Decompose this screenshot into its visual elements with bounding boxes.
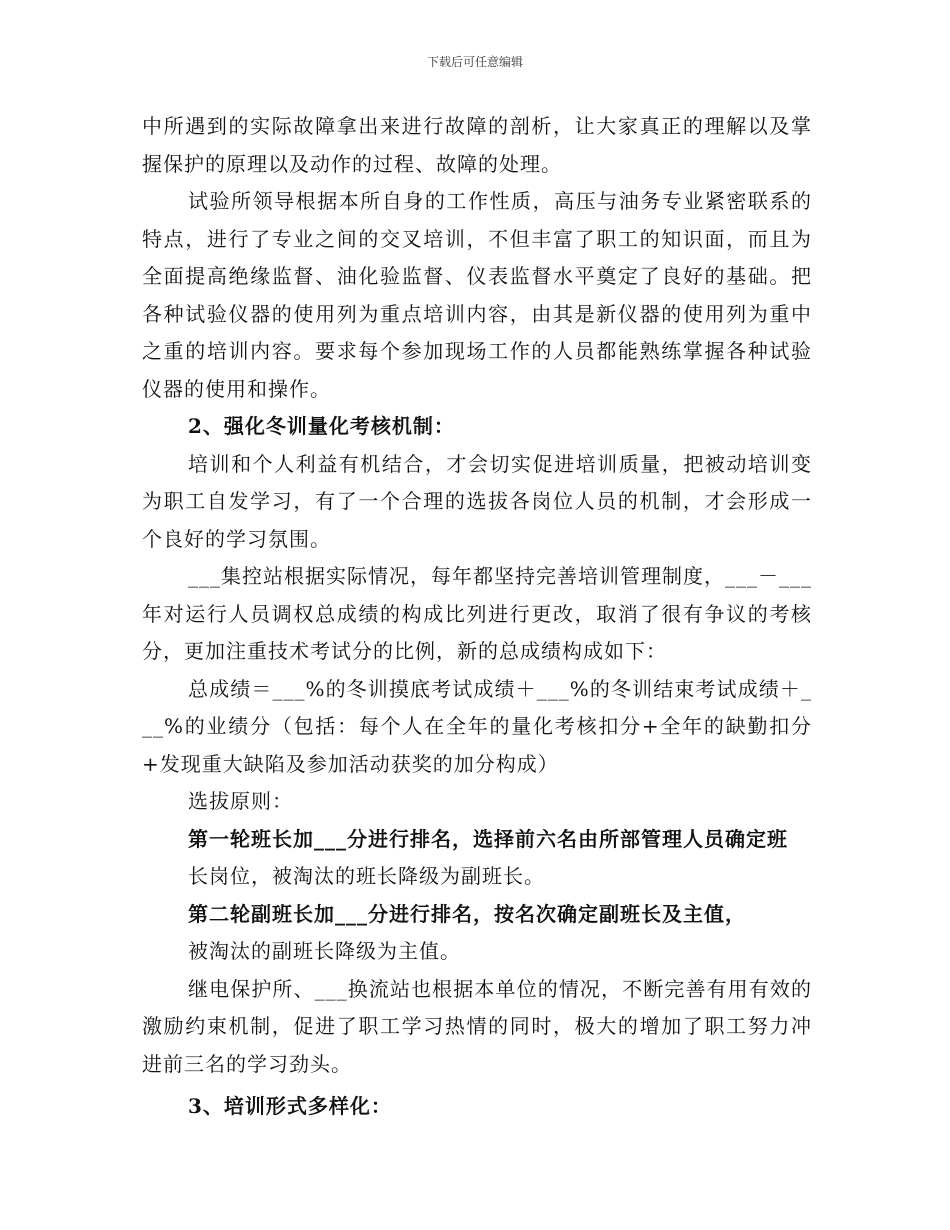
paragraph-score-formula: 总成绩＝___%的冬训摸底考试成绩＋___%的冬训结束考试成绩＋___%的业绩分（包括：每个人在全年的量化考核扣分+全年的缺勤扣分+发现重大缺陷及参加活动获奖的加分构成） (142, 676, 812, 776)
section-heading-3: 3、培训形式多样化： (188, 1094, 392, 1118)
paragraph-selection-principle: 选拔原则： (188, 789, 293, 813)
document-body (142, 108, 812, 1126)
paragraph-relay-protection: 继电保护所、___换流站也根据本单位的情况，不断完善有用有效的激励约束机制，促进了职工学习热情的同时，极大的增加了职工努力冲进前三名的学习劲头。 (142, 976, 812, 1076)
rule-round-two: 第二轮副班长加___分进行排名，按名次确定副班长及主值， (188, 901, 746, 926)
paragraph-incentive: 培训和个人利益有机结合，才会切实促进培训质量，把被动培训变为职工自发学习，有了一个合理的选拔各岗位人员的机制，才会形成一个良好的学习氛围。 (142, 451, 812, 551)
rule-round-two-detail: 被淘汰的副班长降级为主值。 (188, 939, 461, 963)
section-heading-2: 2、强化冬训量化考核机制： (188, 414, 455, 438)
rule-round-one-detail: 长岗位，被淘汰的班长降级为副班长。 (188, 864, 545, 888)
paragraph-cross-training: 试验所领导根据本所自身的工作性质，高压与油务专业紧密联系的特点，进行了专业之间的交叉培训，不但丰富了职工的知识面，而且为全面提高绝缘监督、油化验监督、仪表监督水平奠定了良好的基础。把各种试验仪器的使用列为重点培训内容，由其是新仪器的使用列为重中之重的培训内容。要求每个参加现场工作的人员都能熟练掌握各种试验仪器的使用和操作。 (142, 189, 812, 401)
paragraph-continuation: 中所遇到的实际故障拿出来进行故障的剖析，让大家真正的理解以及掌握保护的原理以及动作的过程、故障的处理。 (142, 114, 812, 176)
rule-round-one: 第一轮班长加___分进行排名，选择前六名由所部管理人员确定班 (188, 826, 788, 851)
paragraph-management-system: ___集控站根据实际情况，每年都坚持完善培训管理制度，___－___年对运行人员调权总成绩的构成比列进行更改，取消了很有争议的考核分，更加注重技术考试分的比例，新的总成绩构成如下： (142, 564, 812, 663)
page-header: 下载后可任意编辑 (426, 55, 523, 69)
